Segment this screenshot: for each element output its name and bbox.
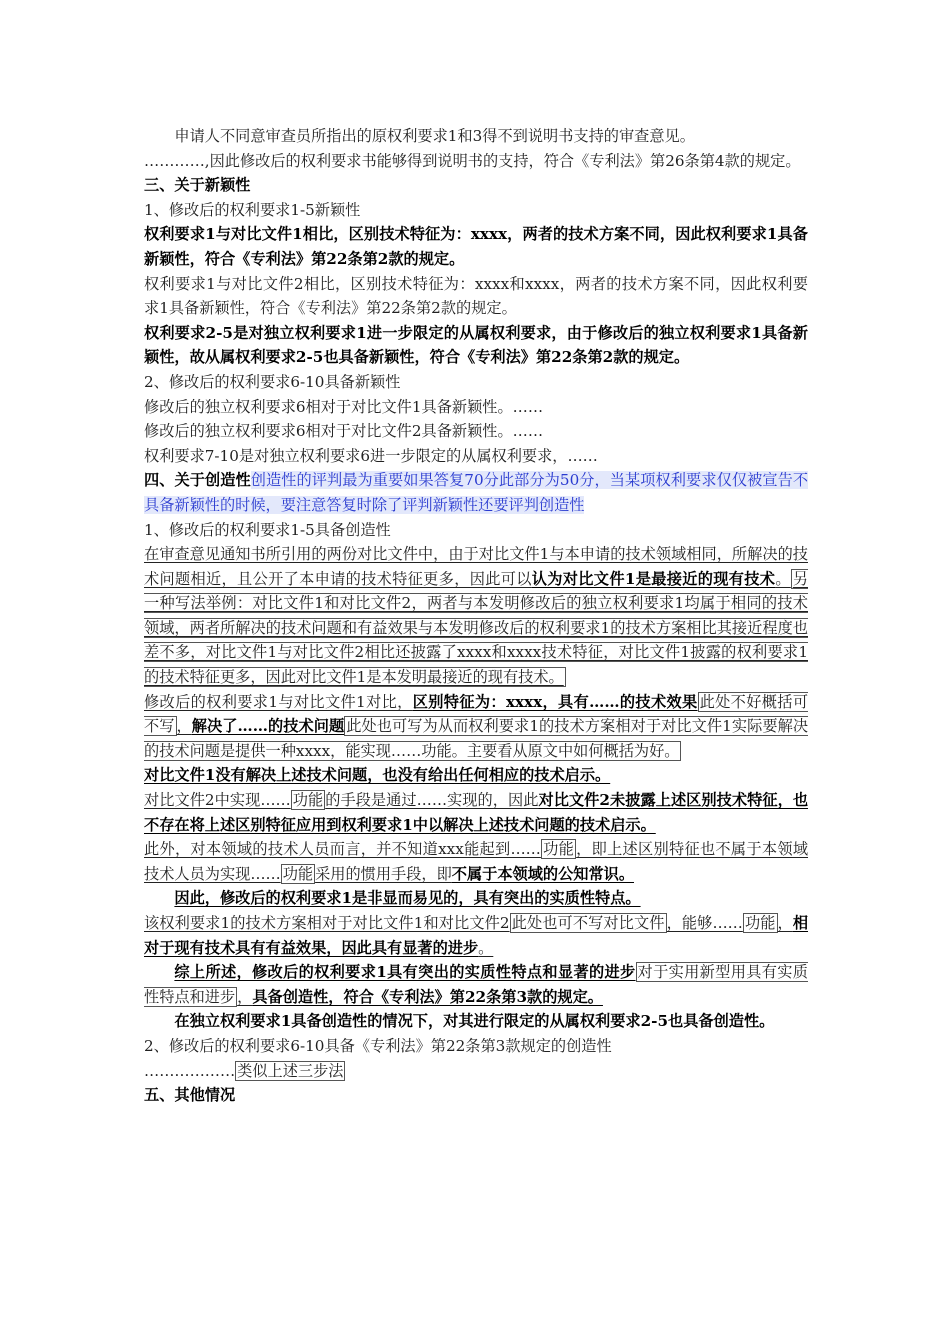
- section-heading: 三、关于新颖性: [144, 176, 251, 195]
- comment-box: 类似上述三步法: [237, 1061, 344, 1080]
- paragraph: 权利要求7-10是对独立权利要求6进一步限定的从属权利要求，……: [144, 446, 598, 465]
- paragraph: [144, 690, 808, 764]
- subheading: 1、修改后的权利要求1-5新颖性: [144, 200, 361, 219]
- paragraph: 权利要求1与对比文件1相比，区别技术特征为：xxxx，两者的技术方案不同，因此权利要求1具备新颖性，符合《专利法》第22条第2款的规定。: [144, 225, 808, 268]
- text: ………………: [144, 1061, 236, 1080]
- text: 在审查意见通知书所引用的两份对比文件中，由于对比文件1与本申请的技术领域相同，所解决的技术问题相近，且公开了本申请的技术特征更多，因此可以: [144, 545, 808, 588]
- section-heading: [144, 468, 808, 517]
- emphasis-text: 对比文件2未披露上述区别技术特征，也不存在将上述区别特征应用到权利要求1中以解决上述技术问题的技术启示。: [144, 791, 809, 834]
- emphasis-text: 认为对比文件1是最接近的现有技术: [531, 569, 776, 588]
- comment-box: 此处也可写为从而权利要求1的技术方案相对于对比文件1实际要解决的技术问题是提供一种xxxx，能实现……功能。主要看从原文中如何概括为好。: [144, 717, 809, 760]
- emphasis-text: 区别特征为：xxxx，具有……的技术效果: [412, 692, 698, 711]
- paragraph: 权利要求2-5是对独立权利要求1进一步限定的从属权利要求，由于修改后的独立权利要求1具备新颖性，故从属权利要求2-5也具备新颖性，符合《专利法》第22条第2款的规定。: [144, 323, 808, 367]
- comment-box: 功能: [744, 914, 776, 932]
- paragraph: 在独立权利要求1具备创造性的情况下，对其进行限定的从属权利要求2-5也具备创造性。: [174, 1012, 775, 1031]
- text: 的手段是通过……实现的，因此: [325, 791, 539, 810]
- comment-note: 创造性的评判最为重要如果答复70分此部分为50分，当某项权利要求仅仅被宣告不具备新颖性的时候，要注意答复时除了评判新颖性还要评判创造性: [144, 471, 809, 514]
- paragraph: 修改后的独立权利要求6相对于对比文件1具备新颖性。……: [144, 397, 544, 416]
- section-heading: 五、其他情况: [144, 1086, 236, 1105]
- emphasis-text: 综上所述，修改后的权利要求1具有突出的实质性特点和显著的进步: [174, 963, 636, 982]
- paragraph: 权利要求1与对比文件2相比，区别技术特征为：xxxx和xxxx，两者的技术方案不同，因此权利要求1具备新颖性，符合《专利法》第22条第2款的规定。: [144, 274, 808, 318]
- paragraph: 因此，修改后的权利要求1是非显而易见的，具有突出的实质性特点。: [174, 889, 641, 908]
- comment-box: 功能: [282, 864, 314, 883]
- text: ，能够……: [666, 914, 743, 932]
- text: ，: [176, 717, 192, 736]
- comment-box: 另一种写法举例：对比文件1和对比文件2，两者与本发明修改后的独立权利要求1均属于相同的技术领域，两者所解决的技术问题和有益效果与本发明修改后的权利要求1的技术方案相比其接近程度也差不多，对比文件1与对比文件2相比还披露了xxxx和xxxx技术特征，对比文件1披露的权利要求1的技术特征更多，因此对比文件1是本发明最接近的现有技术。: [144, 569, 809, 687]
- text: 采用的惯用手段，即: [315, 864, 452, 883]
- emphasis-text: 相对于现有技术具有有益效果，因此具有显著的进步: [144, 914, 809, 957]
- comment-box: 功能: [542, 840, 575, 859]
- text: 。: [775, 569, 791, 588]
- comment-box: 此处不好概括可不写: [144, 692, 809, 736]
- text: 。: [478, 938, 494, 957]
- text: 修改后的权利要求1与对比文件1对比，: [144, 692, 413, 711]
- heading-text: 四、关于创造性: [144, 471, 251, 490]
- text: 该权利要求1的技术方案相对于对比文件1和对比文件2: [144, 914, 510, 932]
- paragraph: [144, 911, 808, 960]
- document-page: [144, 124, 808, 1108]
- text: ，即上述区别特征也不属于本领域技术人员为实现……: [144, 840, 809, 883]
- paragraph: [144, 124, 808, 149]
- comment-box: 此处也可不写对比文件: [511, 914, 665, 932]
- subheading: 2、修改后的权利要求6-10具备《专利法》第22条第3款规定的创造性: [144, 1036, 612, 1055]
- paragraph: [144, 542, 808, 690]
- text: ，: [237, 987, 253, 1006]
- emphasis-text: 不属于本领域的公知常识。: [451, 864, 634, 883]
- text: 此外，对本领域的技术人员而言，并不知道xxx能起到……: [144, 840, 541, 859]
- text: 对比文件2中实现……: [144, 791, 291, 810]
- comment-box: 功能: [292, 791, 324, 810]
- subheading: 2、修改后的权利要求6-10具备新颖性: [144, 372, 401, 391]
- paragraph: [144, 149, 808, 174]
- paragraph: 对比文件1没有解决上述技术问题，也没有给出任何相应的技术启示。: [144, 766, 611, 785]
- paragraph: 修改后的独立权利要求6相对于对比文件2具备新颖性。……: [144, 422, 544, 441]
- comment-box: 对于实用新型用具有实质性特点和进步: [144, 963, 808, 1006]
- subheading: 1、修改后的权利要求1-5具备创造性: [144, 520, 391, 539]
- paragraph: [144, 788, 808, 837]
- text: 申请人不同意审查员所指出的原权利要求1和3得不到说明书支持的审查意见。: [174, 127, 695, 145]
- paragraph: [144, 1059, 808, 1084]
- emphasis-text: 具备创造性，符合《专利法》第22条第3款的规定。: [252, 987, 603, 1006]
- text: ，: [777, 914, 793, 932]
- paragraph: [144, 960, 808, 1009]
- text: …………,因此修改后的权利要求书能够得到说明书的支持，符合《专利法》第26条第4款的规定。: [144, 151, 801, 170]
- paragraph: [144, 837, 808, 886]
- emphasis-text: 解决了……的技术问题: [191, 717, 345, 736]
